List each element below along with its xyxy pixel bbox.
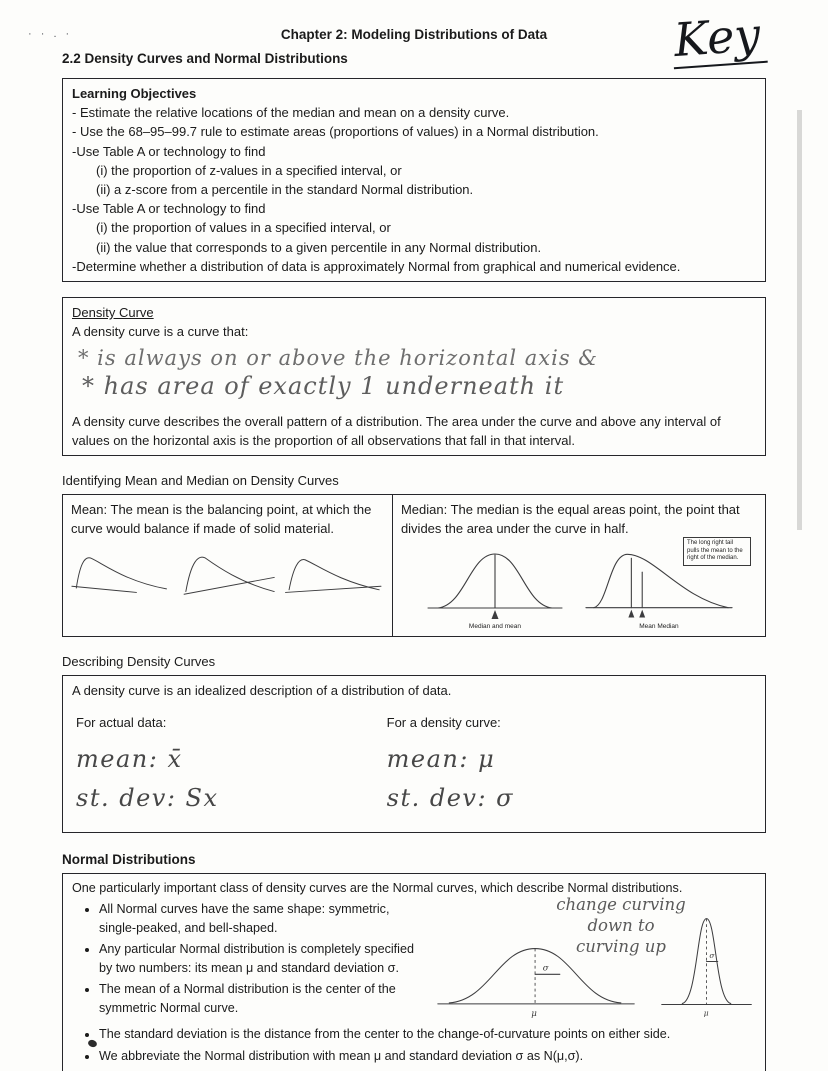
- notation-columns: [72, 714, 756, 818]
- mu-label: μ: [531, 1009, 537, 1020]
- key-handwritten-annotation: Key: [670, 9, 768, 69]
- describing-heading: Describing Density Curves: [62, 654, 216, 670]
- describing-box: [62, 675, 766, 833]
- bullet-item: • The standard deviation is the distance from the center to the change-of-curvature points on either side.: [99, 1025, 756, 1044]
- balance-sketch-3: [282, 544, 384, 602]
- normal-distributions-box: [62, 873, 766, 1071]
- describing-intro: A density curve is an idealized description of a distribution of data.: [72, 683, 452, 699]
- handwritten-note-area: * has area of exactly 1 underneath it: [82, 372, 565, 401]
- median-cell: [393, 495, 765, 636]
- symmetric-curve-sketch: [420, 540, 570, 622]
- normal-intro: One particularly important class of density curves are the Normal curves, which describe Normal distributions.: [72, 880, 683, 895]
- normal-curve-sketches: [434, 895, 756, 1021]
- density-curve-label: For a density curve:: [386, 715, 501, 731]
- learning-objectives-box: [62, 78, 766, 282]
- density-curve-box: [62, 297, 766, 456]
- objective-item: - Use the 68–95–99.7 rule to estimate areas (proportions of values) in a Normal distribution.: [72, 124, 599, 140]
- handwritten-stdev-sx: st. dev: Sx: [76, 783, 219, 812]
- objective-item: -Use Table A or technology to find: [72, 201, 266, 217]
- handwritten-line: down to: [587, 915, 655, 935]
- learning-objectives-title: Learning Objectives: [72, 86, 197, 101]
- objective-item: -Determine whether a distribution of data is approximately Normal from graphical and numerical evidence.: [72, 258, 681, 274]
- median-definition: Median: The median is the equal areas point, the point that divides the area under the curve in half.: [400, 502, 740, 536]
- density-curve-title: Density Curve: [72, 305, 154, 321]
- balance-sketch-1: [71, 544, 173, 602]
- bullet-item: • We abbreviate the Normal distribution with mean μ and standard deviation σ as N(μ,σ).: [99, 1047, 756, 1066]
- density-curve-intro: A density curve is a curve that:: [72, 324, 249, 340]
- handwritten-stdev-sigma: st. dev: σ: [386, 783, 515, 812]
- long-tail-note: The long right tail pulls the mean to the right of the median.: [683, 537, 751, 566]
- balance-sketch-2: [177, 544, 279, 602]
- bullet-item: • All Normal curves have the same shape: symmetric, single-peaked, and bell-shaped.: [99, 900, 756, 937]
- objective-item: -Use Table A or technology to find: [72, 143, 266, 159]
- density-curve-description: A density curve describes the overall pattern of a distribution. The area under the curve and above any interval of values on the horizontal axis is the proportion of all observations that fall in that interval.: [72, 414, 721, 449]
- handwritten-mean-xbar: mean: x̄: [76, 745, 183, 774]
- section-title: 2.2 Density Curves and Normal Distributions: [62, 51, 348, 66]
- bullet-item: • The mean of a Normal distribution is the center of the symmetric Normal curve.: [99, 980, 756, 1017]
- skewed-caption: Mean Median: [639, 623, 679, 631]
- density-curve-column: [387, 714, 756, 818]
- handwritten-line: curving up: [576, 936, 666, 956]
- mean-median-table: [62, 494, 766, 637]
- actual-data-column: [72, 714, 387, 818]
- symmetric-curve-figure: [420, 540, 570, 630]
- objective-subitem: (ii) the value that corresponds to a given percentile in any Normal distribution.: [96, 239, 542, 255]
- mu-label: μ: [703, 1008, 709, 1018]
- handwritten-mean-mu: mean: μ: [386, 745, 496, 774]
- pen-marks: · · . ·: [28, 28, 73, 40]
- mean-cell: [63, 495, 393, 636]
- bullet-item: • Any particular Normal distribution is completely specified by two numbers: its mean μ and standard deviation σ.: [99, 940, 756, 977]
- handwritten-line: change curving: [556, 895, 686, 915]
- sigma-label: σ: [709, 951, 715, 961]
- actual-data-label: For actual data:: [76, 715, 167, 731]
- sigma-label: σ: [542, 963, 549, 974]
- mean-median-heading: Identifying Mean and Median on Density Curves: [62, 473, 339, 489]
- normal-distributions-heading: Normal Distributions: [62, 851, 196, 867]
- handwritten-note-axis: * is always on or above the horizontal axis &: [78, 346, 598, 371]
- mean-balance-sketches: [71, 544, 384, 602]
- wide-bell-curve-sketch: [434, 919, 639, 1021]
- mean-definition: Mean: The mean is the balancing point, at which the curve would balance if made of solid material.: [71, 502, 372, 536]
- objective-subitem: (i) the proportion of z-values in a specified interval, or: [96, 162, 402, 178]
- page-header-title: Chapter 2: Modeling Distributions of Data: [280, 27, 548, 42]
- scan-artifact-strip: [797, 110, 802, 530]
- symmetric-caption: Median and mean: [468, 623, 521, 631]
- objective-subitem: (ii) a z-score from a percentile in the standard Normal distribution.: [96, 182, 474, 198]
- objective-subitem: (i) the proportion of values in a specified interval, or: [96, 220, 391, 236]
- bell-curves: [434, 903, 756, 1021]
- objective-item: - Estimate the relative locations of the median and mean on a density curve.: [72, 105, 510, 121]
- narrow-bell-curve-sketch: [658, 903, 756, 1021]
